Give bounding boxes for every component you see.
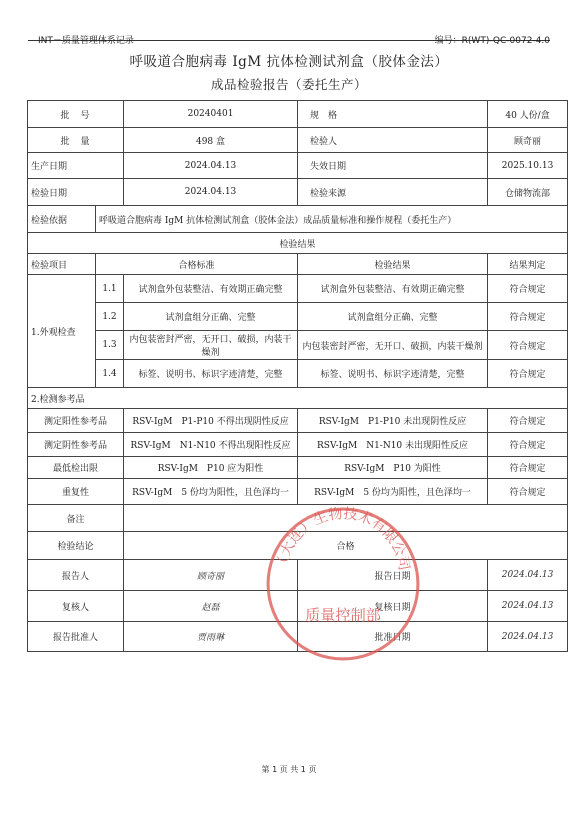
spec-value: 40 人份/盒 bbox=[488, 101, 568, 128]
report-date-value: 2024.04.13 bbox=[488, 560, 568, 591]
approver-label: 报告批准人 bbox=[28, 622, 124, 652]
standard-cell: RSV-IgM 5 份均为阳性，且色泽均一 bbox=[124, 479, 298, 505]
reporter-label: 报告人 bbox=[28, 560, 124, 591]
inspector-value: 顾奇丽 bbox=[488, 128, 568, 153]
result-cell: RSV-IgM P10 为阳性 bbox=[298, 457, 488, 479]
seal-arc-text: （大连）生物技术有限公司 bbox=[274, 506, 412, 572]
judgment-cell: 符合规定 bbox=[488, 275, 568, 303]
conclusion-label: 检验结论 bbox=[28, 532, 124, 560]
report-date-label: 报告日期 bbox=[298, 560, 488, 591]
table-row bbox=[28, 433, 568, 457]
source-label: 检验来源 bbox=[298, 179, 488, 206]
exp-date-label: 失效日期 bbox=[298, 153, 488, 179]
result-cell: RSV-IgM N1-N10 未出现阳性反应 bbox=[298, 433, 488, 457]
standard-cell: RSV-IgM P1-P10 不得出现阴性反应 bbox=[124, 409, 298, 433]
seal-center-text: 质量控制部 bbox=[305, 606, 381, 625]
result-cell: 标签、说明书、标识字迹清楚，完整 bbox=[298, 360, 488, 388]
standard-cell: 标签、说明书、标识字迹清楚，完整 bbox=[124, 360, 298, 388]
table-row bbox=[28, 303, 568, 331]
col-standard-header: 合格标准 bbox=[96, 254, 298, 275]
basis-value: 呼吸道合胞病毒 IgM 抗体检测试剂盒（胶体金法）成品质量标准和操作规程（委托生产） bbox=[96, 206, 568, 233]
conclusion-value: 合格 bbox=[124, 532, 568, 560]
standard-cell: 试剂盒组分正确、完整 bbox=[124, 303, 298, 331]
remarks-value bbox=[124, 505, 568, 532]
col-result-header: 检验结果 bbox=[298, 254, 488, 275]
col-item-header: 检验项目 bbox=[28, 254, 96, 275]
judgment-cell: 符合规定 bbox=[488, 331, 568, 360]
standard-cell: RSV-IgM N1-N10 不得出现阳性反应 bbox=[124, 433, 298, 457]
item-number: 1.4 bbox=[96, 360, 124, 388]
table-row bbox=[28, 457, 568, 479]
item-number: 1.1 bbox=[96, 275, 124, 303]
reference-item: 测定阴性参考品 bbox=[28, 433, 124, 457]
result-cell: RSV-IgM 5 份均为阳性，且色泽均一 bbox=[298, 479, 488, 505]
quantity-label: 批 量 bbox=[28, 128, 124, 153]
mfg-date-label: 生产日期 bbox=[28, 153, 124, 179]
reviewer-signature: 赵磊 bbox=[124, 591, 298, 622]
appearance-check-label: 1.外观检查 bbox=[28, 275, 96, 388]
report-subtitle: 成品检验报告（委托生产） bbox=[210, 77, 367, 92]
item-number: 1.3 bbox=[96, 331, 124, 360]
table-row bbox=[28, 360, 568, 388]
judgment-cell: 符合规定 bbox=[488, 409, 568, 433]
reference-item: 重复性 bbox=[28, 479, 124, 505]
inspection-date-value: 2024.04.13 bbox=[124, 179, 298, 206]
table-row bbox=[28, 409, 568, 433]
table-row bbox=[28, 331, 568, 360]
document-header bbox=[28, 6, 550, 46]
exp-date-value: 2025.10.13 bbox=[488, 153, 568, 179]
source-value: 仓储物流部 bbox=[488, 179, 568, 206]
system-record-label: INT－质量管理体系记录 bbox=[38, 36, 134, 46]
spec-label: 规 格 bbox=[298, 101, 488, 128]
result-cell: RSV-IgM P1-P10 未出现阴性反应 bbox=[298, 409, 488, 433]
table-row bbox=[28, 479, 568, 505]
report-title: 呼吸道合胞病毒 IgM 抗体检测试剂盒（胶体金法） bbox=[129, 54, 449, 70]
result-cell: 试剂盒组分正确、完整 bbox=[298, 303, 488, 331]
judgment-cell: 符合规定 bbox=[488, 360, 568, 388]
standard-cell: 试剂盒外包装整洁、有效期正确完整 bbox=[124, 275, 298, 303]
standard-cell: 内包装密封严密，无开口、破损，内装干燥剂 bbox=[124, 331, 298, 360]
reference-item: 测定阳性参考品 bbox=[28, 409, 124, 433]
judgment-cell: 符合规定 bbox=[488, 433, 568, 457]
basis-label: 检验依据 bbox=[28, 206, 96, 233]
approver-signature: 贾雨琳 bbox=[124, 622, 298, 652]
page-footer: 第 1 页 共 1 页 bbox=[261, 765, 317, 774]
approve-date-label: 批准日期 bbox=[298, 622, 488, 652]
table-row bbox=[28, 275, 568, 303]
results-section-title: 检验结果 bbox=[28, 233, 568, 254]
reference-section-title: 2.检测参考品 bbox=[28, 388, 568, 409]
batch-label: 批 号 bbox=[28, 101, 124, 128]
approve-date-value: 2024.04.13 bbox=[488, 622, 568, 652]
batch-value: 20240401 bbox=[124, 101, 298, 128]
document-number: 编号：R(WT)-QC-0072-4.0 bbox=[434, 36, 550, 46]
inspection-date-label: 检验日期 bbox=[28, 179, 124, 206]
col-judgment-header: 结果判定 bbox=[488, 254, 568, 275]
result-cell: 试剂盒外包装整洁、有效期正确完整 bbox=[298, 275, 488, 303]
inspection-report-table bbox=[27, 100, 568, 652]
judgment-cell: 符合规定 bbox=[488, 479, 568, 505]
remarks-label: 备注 bbox=[28, 505, 124, 532]
mfg-date-value: 2024.04.13 bbox=[124, 153, 298, 179]
inspector-label: 检验人 bbox=[298, 128, 488, 153]
reporter-signature: 顾奇丽 bbox=[124, 560, 298, 591]
quantity-value: 498 盒 bbox=[124, 128, 298, 153]
reference-item: 最低检出限 bbox=[28, 457, 124, 479]
reviewer-label: 复核人 bbox=[28, 591, 124, 622]
judgment-cell: 符合规定 bbox=[488, 457, 568, 479]
standard-cell: RSV-IgM P10 应为阳性 bbox=[124, 457, 298, 479]
result-cell: 内包装密封严密，无开口、破损，内装干燥剂 bbox=[298, 331, 488, 360]
judgment-cell: 符合规定 bbox=[488, 303, 568, 331]
review-date-value: 2024.04.13 bbox=[488, 591, 568, 622]
review-date-label: 复核日期 bbox=[298, 591, 488, 622]
item-number: 1.2 bbox=[96, 303, 124, 331]
